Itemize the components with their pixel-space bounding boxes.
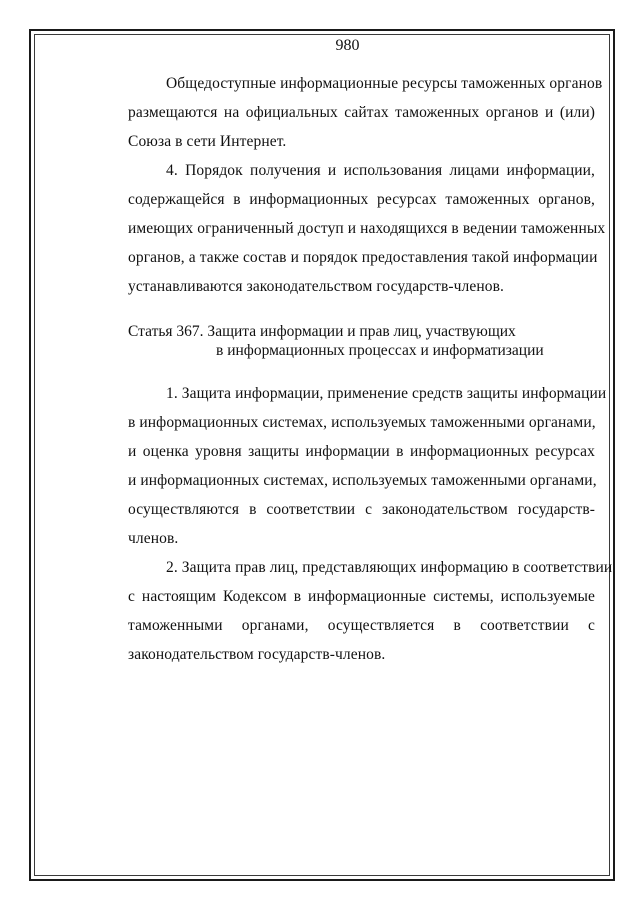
text-line: размещаются на официальных сайтах таможенных органов и (или) [128, 104, 595, 121]
text-line: имеющих ограниченный доступ и находящихся в ведении таможенных [128, 220, 606, 237]
paragraph-public-resources [90, 69, 603, 156]
text-line: и оценка уровня защиты информации в информационных ресурсах [128, 443, 595, 460]
article-heading-line-1: Статья 367. Защита информации и прав лиц, участвующих [128, 323, 516, 340]
text-line: органов, а также состав и порядок предоставления такой информации [128, 249, 598, 266]
text-line: членов. [128, 530, 179, 547]
paragraph-item-4 [90, 156, 606, 301]
text-line: в информационных системах, используемых таможенными органами, [128, 414, 596, 431]
text-line: с настоящим Кодексом в информационные системы, используемые [128, 588, 595, 605]
text-line: Союза в сети Интернет. [128, 133, 287, 150]
text-line: законодательством государств-членов. [128, 646, 386, 663]
text-line: Общедоступные информационные ресурсы таможенных органов [166, 75, 603, 92]
article-heading-line-2: в информационных процессах и информатизации [216, 342, 544, 359]
text-line: 1. Защита информации, применение средств защиты информации [166, 385, 607, 402]
paragraph-item-2 [90, 553, 613, 669]
text-line: устанавливаются законодательством государств-членов. [128, 278, 504, 295]
page-number: 980 [335, 37, 360, 54]
text-line: таможенными органами, осуществляется в соответствии с [128, 617, 595, 634]
document-page [90, 36, 613, 669]
text-line: осуществляются в соответствии с законодательством государств- [128, 501, 595, 518]
article-heading [90, 322, 595, 360]
text-line: 4. Порядок получения и использования лицами информации, [166, 162, 595, 179]
text-line: и информационных системах, используемых таможенными органами, [128, 472, 597, 489]
text-line: 2. Защита прав лиц, представляющих информацию в соответствии [166, 559, 613, 576]
paragraph-item-1 [90, 379, 607, 553]
text-line: содержащейся в информационных ресурсах таможенных органов, [128, 191, 595, 208]
